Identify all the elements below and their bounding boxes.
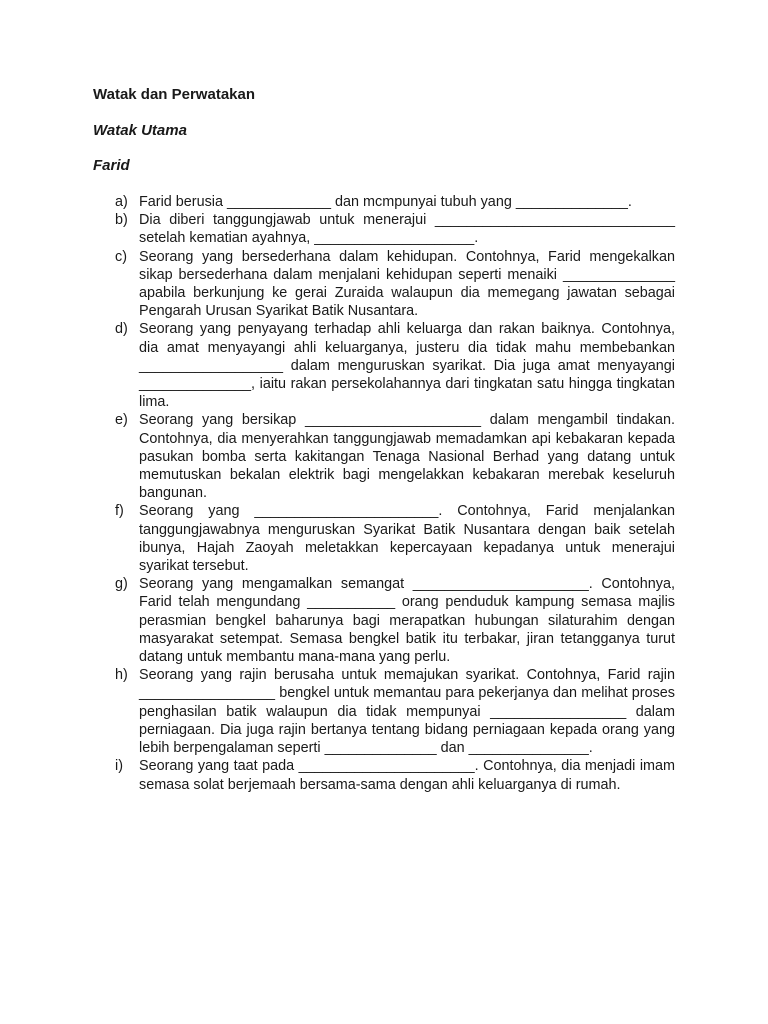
item-marker: f) — [115, 503, 124, 520]
list-item — [93, 502, 675, 575]
list-item — [93, 320, 675, 411]
item-marker: h) — [115, 667, 128, 684]
item-text: Seorang yang taat pada ______________________. Contohnya, dia menjadi imam semasa solat berjemaah bersama-sama dengan ahli keluarganya di rumah. — [139, 758, 675, 793]
character-name: Farid — [93, 157, 130, 174]
item-marker: e) — [115, 412, 128, 429]
item-text: Seorang yang penyayang terhadap ahli keluarga dan rakan baiknya. Contohnya, dia amat menyayangi ahli keluarganya, justeru dia tidak mahu membebankan __________________ dalam menguruskan syarikat. Dia juga amat menyayangi ______________, iaitu rakan persekolahannya dari tingkatan satu hingga tingkatan lima. — [139, 321, 675, 411]
document-title: Watak dan Perwatakan — [93, 86, 256, 103]
item-marker: d) — [115, 321, 128, 338]
list-item — [93, 248, 675, 321]
trait-list — [93, 193, 675, 794]
item-text: Seorang yang rajin berusaha untuk memajukan syarikat. Contohnya, Farid rajin _________________ bengkel untuk memantau para pekerjanya dan melihat proses penghasilan batik walaupun dia tidak mempunyai _________________ dalam perniagaan. Dia juga rajin bertanya tentang bidang perniagaan kepada orang yang lebih berpengalaman seperti ______________ dan _______________. — [139, 667, 675, 757]
item-marker: g) — [115, 576, 128, 593]
list-item — [93, 757, 675, 793]
item-marker: i) — [115, 758, 123, 775]
item-text: Seorang yang _______________________. Contohnya, Farid menjalankan tanggungjawabnya menguruskan Syarikat Batik Nusantara dengan baik setelah ibunya, Hajah Zaoyah meletakkan kepercayaan kepadanya untuk menerajui syarikat tersebut. — [139, 503, 675, 575]
item-text: Farid berusia _____________ dan mcmpunyai tubuh yang ______________. — [139, 194, 632, 210]
list-item — [93, 193, 675, 211]
list-item — [93, 411, 675, 502]
item-marker: c) — [115, 248, 127, 265]
item-marker: b) — [115, 212, 128, 229]
item-text: Seorang yang bersederhana dalam kehidupan. Contohnya, Farid mengekalkan sikap bersederhana dalam menjalani kehidupan seperti menaiki ______________ apabila berkunjung ke gerai Zuraida walaupun dia memegang jawatan sebagai Pengarah Urusan Syarikat Batik Nusantara. — [139, 248, 675, 320]
item-text: Seorang yang mengamalkan semangat ______________________. Contohnya, Farid telah mengundang ___________ orang penduduk kampung semasa majlis perasmian bengkel baharunya bagi merapatkan hubungan silaturahim dengan masyarakat setempat. Semasa bengkel batik itu terbakar, jiran tetangganya turut datang untuk membantu mana-mana yang perlu. — [139, 576, 675, 666]
item-text: Seorang yang bersikap ______________________ dalam mengambil tindakan. Contohnya, dia menyerahkan tanggungjawab memadamkan api kebakaran kepada pasukan bomba serta kakitangan Tenaga Nasional Berhad yang datang untuk memutuskan bekalan elektrik bagi mengelakkan kebakaran merebak keseluruh bangunan. — [139, 412, 675, 502]
list-item — [93, 575, 675, 666]
section-title: Watak Utama — [93, 122, 187, 139]
item-marker: a) — [115, 194, 128, 210]
item-text: Dia diberi tanggungjawab untuk menerajui ______________________________ setelah kematian ayahnya, ____________________. — [139, 212, 675, 247]
list-item — [93, 211, 675, 247]
list-item — [93, 666, 675, 757]
